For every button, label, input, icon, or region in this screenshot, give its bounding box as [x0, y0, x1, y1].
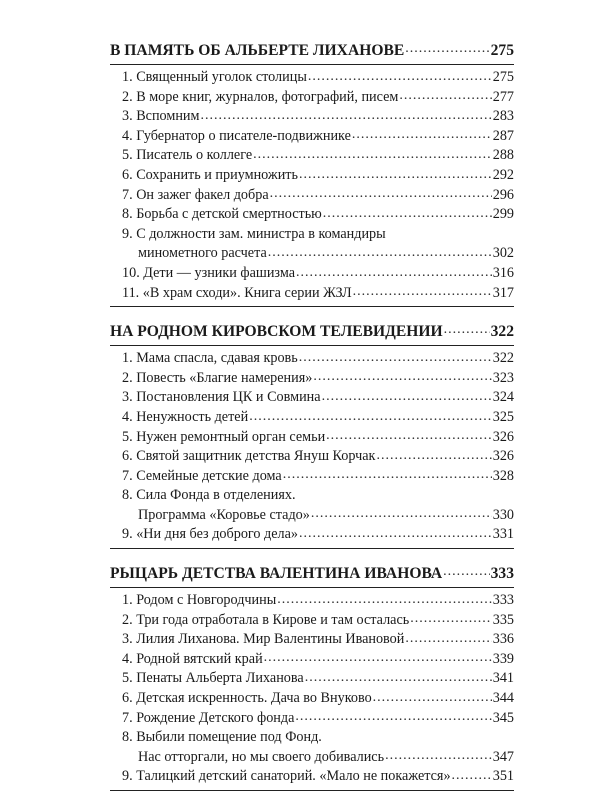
- dot-leader: [299, 349, 492, 369]
- toc-entry: [110, 728, 514, 748]
- dot-leader: [443, 563, 489, 585]
- toc-entry-label: 3. Лилия Лиханова. Мир Валентины Ивановой: [122, 631, 405, 648]
- toc-entry: [110, 447, 514, 467]
- toc-section: [110, 40, 514, 307]
- toc-entry: [110, 428, 514, 448]
- toc-entry: [110, 68, 514, 88]
- dot-leader: [352, 127, 492, 147]
- toc-entry-label: 5. Писатель о коллеге: [122, 147, 253, 164]
- toc-entry: [110, 107, 514, 127]
- toc-entry-label: 6. Детская искренность. Дача во Внуково: [122, 690, 372, 707]
- toc-entry-page: 296: [492, 186, 514, 203]
- toc-entry-page: 341: [492, 670, 514, 687]
- toc-entry-label: 7. Семейные детские дома: [122, 467, 282, 484]
- section-heading: [110, 563, 514, 588]
- toc-entry-label: 5. Пенаты Альберта Лиханова: [122, 670, 304, 687]
- toc-entry: [110, 284, 514, 304]
- dot-leader: [295, 709, 491, 729]
- toc-entry-label: 8. Сила Фонда в отделениях.: [122, 487, 296, 504]
- dot-leader: [323, 205, 492, 225]
- toc-entry-page: 336: [492, 631, 514, 648]
- dot-leader: [373, 689, 492, 709]
- toc-entry-page: 351: [492, 768, 514, 785]
- toc-entry-label: 11. «В храм сходи». Книга серии ЖЗЛ: [122, 284, 352, 301]
- dot-leader: [452, 767, 492, 787]
- toc-entry-label: 5. Нужен ремонтный орган семьи: [122, 428, 326, 445]
- toc-entry-page: 333: [492, 592, 514, 609]
- toc-entry-label: 4. Губернатор о писателе-подвижнике: [122, 127, 351, 144]
- toc-entry-page: 328: [492, 467, 514, 484]
- toc-entry: [110, 388, 514, 408]
- dot-leader: [444, 321, 490, 343]
- section-heading-label: РЫЦАРЬ ДЕТСТВА ВАЛЕНТИНА ИВАНОВА: [110, 565, 443, 583]
- toc-entry-page: 324: [492, 389, 514, 406]
- toc-entry: [110, 88, 514, 108]
- dot-leader: [405, 630, 491, 650]
- toc-entry: [110, 349, 514, 369]
- section-heading: [110, 321, 514, 346]
- toc-entry-label: 8. Борьба с детской смертностью: [122, 206, 322, 223]
- dot-leader: [296, 264, 492, 284]
- toc-entry-page: 277: [492, 88, 514, 105]
- dot-leader: [308, 68, 492, 88]
- toc-entry-label: 3. Вспомним: [122, 108, 200, 125]
- toc-entry-continuation-page: 302: [492, 245, 514, 262]
- toc-entry-continuation-label: минометного расчета: [138, 245, 267, 262]
- toc-entry-label: 1. Мама спасла, сдавая кровь: [122, 350, 298, 367]
- toc-entry-page: 326: [492, 428, 514, 445]
- dot-leader: [264, 650, 492, 670]
- toc-entry: [110, 689, 514, 709]
- toc-entry-page: 345: [492, 709, 514, 726]
- toc-entry: [110, 767, 514, 787]
- toc-entry: [110, 525, 514, 545]
- dot-leader: [305, 669, 492, 689]
- toc-entry-page: 275: [492, 69, 514, 85]
- toc-entry-continuation: [110, 506, 514, 526]
- toc-entry: [110, 669, 514, 689]
- toc-entry-page: 316: [492, 264, 514, 281]
- dot-leader: [299, 525, 492, 545]
- section-heading: [110, 40, 514, 65]
- table-of-contents: [110, 40, 514, 791]
- toc-entry-label: 4. Родной вятский край: [122, 650, 263, 667]
- dot-leader: [322, 388, 492, 408]
- toc-entry-page: 326: [492, 448, 514, 465]
- section-heading-page: 275: [490, 42, 514, 59]
- toc-entry: [110, 630, 514, 650]
- toc-entry-label: 3. Постановления ЦК и Совмина: [122, 389, 321, 406]
- toc-entry-label: 10. Дети — узники фашизма: [122, 264, 296, 281]
- toc-entry-page: 322: [492, 350, 514, 367]
- dot-leader: [326, 428, 492, 448]
- toc-entry-label: 1. Родом с Новгородчины: [122, 592, 277, 609]
- toc-entry-page: 292: [492, 166, 514, 183]
- toc-entry-continuation: [110, 244, 514, 264]
- toc-entry: [110, 591, 514, 611]
- dot-leader: [313, 369, 491, 389]
- section-heading-label: В ПАМЯТЬ ОБ АЛЬБЕРТЕ ЛИХАНОВЕ: [110, 42, 405, 59]
- toc-entry-page: 331: [492, 526, 514, 543]
- toc-entry-continuation-label: Программа «Коровье стадо»: [138, 506, 310, 523]
- toc-entry-label: 2. Повесть «Благие намерения»: [122, 369, 313, 386]
- toc-entry-page: 287: [492, 127, 514, 144]
- dot-leader: [311, 506, 492, 526]
- toc-entry-page: 339: [492, 650, 514, 667]
- toc-entry-continuation-label: Нас отторгали, но мы своего добивались: [138, 748, 385, 765]
- dot-leader: [268, 244, 492, 264]
- dot-leader: [385, 748, 492, 768]
- dot-leader: [249, 408, 492, 428]
- toc-entry: [110, 611, 514, 631]
- toc-entry-page: 323: [492, 369, 514, 386]
- section-heading-page: 322: [490, 323, 514, 341]
- toc-entry: [110, 650, 514, 670]
- toc-entry: [110, 709, 514, 729]
- toc-entry-label: 9. Талицкий детский санаторий. «Мало не покажется»: [122, 768, 451, 785]
- toc-entry: [110, 467, 514, 487]
- dot-leader: [299, 166, 492, 186]
- toc-entry: [110, 486, 514, 506]
- section-heading-page: 333: [490, 565, 514, 583]
- toc-entry-page: 299: [492, 206, 514, 223]
- toc-entry-label: 2. Три года отработала в Кирове и там осталась: [122, 611, 410, 628]
- dot-leader: [283, 467, 492, 487]
- toc-entry: [110, 146, 514, 166]
- toc-entry-page: 335: [492, 611, 514, 628]
- toc-entry-page: 344: [492, 690, 514, 707]
- dot-leader: [405, 40, 489, 62]
- toc-entry-page: 325: [492, 408, 514, 425]
- toc-entry: [110, 186, 514, 206]
- toc-entry-page: 288: [492, 147, 514, 164]
- toc-entry-page: 317: [492, 284, 514, 301]
- toc-entry-label: 9. С должности зам. министра в командиры: [122, 225, 386, 242]
- toc-entry: [110, 225, 514, 245]
- toc-entry-continuation-page: 347: [492, 748, 514, 765]
- toc-entry: [110, 369, 514, 389]
- dot-leader: [270, 186, 492, 206]
- dot-leader: [410, 611, 491, 631]
- toc-entry: [110, 127, 514, 147]
- toc-entry: [110, 205, 514, 225]
- toc-entry-continuation: [110, 748, 514, 768]
- toc-entry-label: 7. Он зажег факел добра: [122, 186, 269, 203]
- dot-leader: [353, 284, 492, 304]
- toc-entry-page: 283: [492, 108, 514, 125]
- toc-entry-label: 7. Рождение Детского фонда: [122, 709, 295, 726]
- dot-leader: [253, 146, 492, 166]
- toc-entry-label: 6. Святой защитник детства Януш Корчак: [122, 448, 376, 465]
- dot-leader: [201, 107, 492, 127]
- toc-entry: [110, 264, 514, 284]
- toc-entry-label: 1. Священный уголок столицы: [122, 69, 307, 85]
- toc-section: [110, 563, 514, 791]
- toc-entry: [110, 408, 514, 428]
- toc-entry-label: 9. «Ни дня без доброго дела»: [122, 526, 299, 543]
- dot-leader: [277, 591, 491, 611]
- dot-leader: [376, 447, 491, 467]
- toc-entry-label: 4. Ненужность детей: [122, 408, 249, 425]
- toc-entry-label: 6. Сохранить и приумножить: [122, 166, 298, 183]
- toc-section: [110, 321, 514, 549]
- toc-entry: [110, 166, 514, 186]
- toc-entry-label: 2. В море книг, журналов, фотографий, писем: [122, 88, 399, 105]
- dot-leader: [399, 88, 491, 108]
- section-heading-label: НА РОДНОМ КИРОВСКОМ ТЕЛЕВИДЕНИИ: [110, 323, 443, 341]
- toc-entry-label: 8. Выбили помещение под Фонд.: [122, 729, 322, 746]
- toc-entry-continuation-page: 330: [492, 506, 514, 523]
